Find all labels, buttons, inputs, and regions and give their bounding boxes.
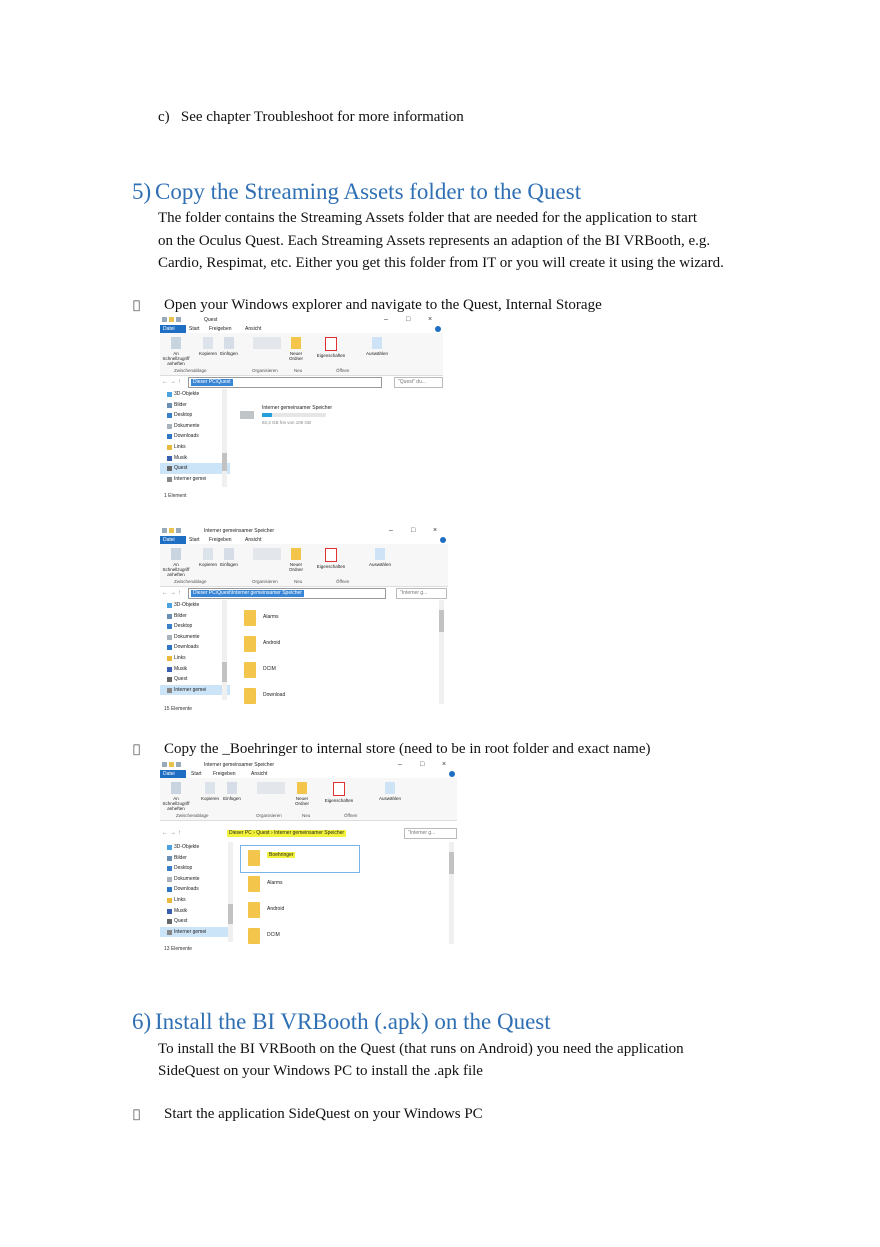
3d-objects-icon [167,603,172,608]
folder-label[interactable]: Alarms [263,614,279,620]
bullet-marker [133,1107,140,1121]
ribbon [160,333,443,376]
group-organize: Organisieren [252,368,278,373]
tab-view[interactable]: Ansicht [245,537,262,543]
group-new: Neu [302,813,311,818]
nav-item[interactable]: Bilder [160,853,230,864]
select-icon [385,782,395,794]
ribbon [160,544,448,587]
nav-item[interactable]: Links [160,895,230,906]
copy-icon [203,337,213,349]
pictures-icon [167,856,172,861]
close-icon[interactable]: × [442,761,447,768]
title-bar [160,526,448,536]
folder-icon [291,337,301,349]
links-icon [167,656,172,661]
scrollbar-thumb[interactable] [222,662,227,682]
desktop-icon [167,624,172,629]
navigation-pane [160,842,230,937]
device-icon [167,677,172,682]
address-bar[interactable] [188,588,386,599]
section5-title: Copy the Streaming Assets folder to the Quest [155,179,582,204]
section6-title: Install the BI VRBooth (.apk) on the Quest [155,1009,551,1034]
new-folder-button[interactable]: Neuer Ordner [284,548,308,572]
tab-file[interactable]: Datei [160,325,186,333]
nav-item[interactable]: 3D-Objekte [160,600,230,611]
quick-access-toolbar[interactable] [162,528,198,534]
status-bar: 15 Elemente [164,706,193,712]
pin-button[interactable]: An Schnellzugriff anheften [162,782,190,811]
folder-label[interactable]: Android [263,640,281,646]
section5-number: 5) [132,179,152,204]
properties-icon [333,782,345,796]
group-open: Öffnen [336,368,350,373]
select-button[interactable]: Auswählen [365,337,389,356]
address-path: Dieser PC › Quest › Interner gemeinsamer Speicher [229,830,345,836]
storage-icon [167,930,172,935]
group-clipboard: Zwischenablage [176,813,209,818]
organize-buttons[interactable] [252,337,282,351]
group-organize: Organisieren [256,813,282,818]
select-button[interactable]: Auswählen [368,548,392,567]
new-folder-button[interactable]: Neuer Ordner [284,337,308,361]
section5-bullet1: Open your Windows explorer and navigate to the Quest, Internal Storage [164,297,602,313]
minimize-icon[interactable]: – [384,316,388,323]
copy-button[interactable]: Kopieren [198,548,218,567]
address-bar[interactable] [188,377,382,388]
nav-scrollbar[interactable] [222,600,227,700]
documents-icon [167,877,172,882]
nav-arrows-icon[interactable]: ←→↑ [162,590,183,596]
nav-scrollbar[interactable] [222,389,227,487]
section5-bullet2: Copy the _Boehringer to internal store (need to be in root folder and exact name) [164,741,651,757]
folder-label[interactable]: DCIM [263,666,276,672]
tab-start[interactable]: Start [189,537,200,543]
title-bar [160,315,443,325]
move-delete-icon [257,782,285,794]
folder-label[interactable]: DCIM [267,932,280,938]
nav-item[interactable]: Musik [160,664,230,675]
maximize-icon[interactable]: □ [406,316,411,323]
window-title: Interner gemeinsamer Speicher [204,762,275,768]
nav-item-selected[interactable]: Interner gemei [160,927,230,938]
section6-number: 6) [132,1009,152,1034]
nav-scrollbar[interactable] [228,842,233,942]
group-organize: Organisieren [252,579,278,584]
scrollbar-thumb[interactable] [439,610,444,632]
drive-name: Interner gemeinsamer Speicher [262,405,333,411]
item-c: c) See chapter Troubleshoot for more information [158,109,464,125]
paste-icon [224,548,234,560]
paste-icon [224,337,234,349]
help-icon[interactable] [435,326,441,332]
maximize-icon[interactable]: □ [411,527,416,534]
content-scrollbar[interactable] [449,842,454,944]
address-path: Dieser PC\Quest\Interner gemeinsamer Speicher [193,590,302,596]
quick-access-toolbar[interactable] [162,762,198,768]
music-icon [167,667,172,672]
navigation-pane [160,600,230,695]
tab-view[interactable]: Ansicht [245,326,262,332]
nav-item[interactable]: Desktop [160,621,230,632]
paste-button[interactable]: Einfügen [221,782,243,801]
group-open: Öffnen [336,579,350,584]
documents-icon [167,635,172,640]
tab-start[interactable]: Start [191,771,202,777]
group-new: Neu [294,368,303,373]
properties-button[interactable]: Eigenschaften [316,548,346,569]
bullet-marker [133,742,140,756]
section5-para-line1: The folder contains the Streaming Assets folder that are needed for the application to start [158,210,697,226]
nav-item-selected[interactable]: Quest [160,463,230,474]
pin-button[interactable]: An Schnellzugriff anheften [162,548,190,577]
organize-buttons[interactable] [256,782,286,796]
nav-item[interactable]: Desktop [160,863,230,874]
minimize-icon[interactable]: – [398,761,402,768]
nav-item[interactable]: Dokumente [160,632,230,643]
nav-item[interactable]: Musik [160,906,230,917]
nav-item[interactable]: Interner gemei [160,474,230,485]
window-title: Quest [204,317,218,323]
status-bar: 1 Element [164,493,187,499]
section5-para-line3: Cardio, Respimat, etc. Either you get this folder from IT or you will create it using the wizard. [158,255,724,271]
folder-icon[interactable] [248,876,260,892]
nav-item[interactable]: Bilder [160,400,230,411]
pin-icon [171,548,181,560]
downloads-icon [167,887,172,892]
explorer-window-internal-storage [160,526,448,716]
folder-icon[interactable] [244,662,256,678]
pin-icon [171,337,181,349]
address-bar-row [160,377,443,387]
storage-icon [167,688,172,693]
pin-button[interactable]: An Schnellzugriff anheften [162,337,190,366]
pictures-icon [167,614,172,619]
nav-arrows-icon[interactable]: ←→↑ [162,379,183,385]
scrollbar-thumb[interactable] [449,852,454,874]
nav-item[interactable]: 3D-Objekte [160,389,230,400]
tab-share[interactable]: Freigeben [213,771,236,777]
links-icon [167,898,172,903]
folder-icon [291,548,301,560]
tab-file[interactable]: Datei [160,770,186,778]
nav-item[interactable]: Bilder [160,611,230,622]
paste-button[interactable]: Einfügen [218,548,240,567]
bullet-marker [133,298,140,312]
folder-icon[interactable] [244,610,256,626]
group-new: Neu [294,579,303,584]
drive-item[interactable] [240,405,340,435]
documents-icon [167,424,172,429]
minimize-icon[interactable]: – [389,527,393,534]
folder-label[interactable]: Download [263,692,286,698]
select-icon [372,337,382,349]
desktop-icon [167,413,172,418]
folder-label[interactable]: Boehringer [269,852,294,858]
drive-icon [240,411,254,419]
nav-item[interactable]: Downloads [160,884,230,895]
window-title: Interner gemeinsamer Speicher [204,528,275,534]
address-bar[interactable] [224,828,396,839]
section6-bullet1: Start the application SideQuest on your Windows PC [164,1106,483,1122]
folder-icon[interactable] [244,688,256,704]
device-icon [167,466,172,471]
search-input[interactable]: "Interner g... [396,588,447,599]
folder-icon[interactable] [244,636,256,652]
group-clipboard: Zwischenablage [174,368,207,373]
group-open: Öffnen [344,813,358,818]
move-delete-icon [253,548,281,560]
3d-objects-icon [167,392,172,397]
nav-item[interactable]: Quest [160,916,230,927]
desktop-icon [167,866,172,871]
downloads-icon [167,645,172,650]
paste-icon [227,782,237,794]
nav-item[interactable]: Downloads [160,431,230,442]
search-input[interactable]: "Interner g... [404,828,457,839]
folder-icon[interactable] [248,928,260,944]
organize-buttons[interactable] [252,548,282,562]
new-folder-button[interactable]: Neuer Ordner [290,782,314,806]
select-icon [375,548,385,560]
content-scrollbar[interactable] [439,600,444,704]
address-path: Dieser PC\Quest [193,379,231,385]
copy-icon [203,548,213,560]
address-bar-row [160,588,448,598]
downloads-icon [167,434,172,439]
folder-icon[interactable] [248,902,260,918]
nav-arrows-icon[interactable]: ←→↑ [162,830,183,836]
properties-button[interactable]: Eigenschaften [316,337,346,358]
select-button[interactable]: Auswählen [378,782,402,801]
explorer-window-quest [160,315,443,505]
paste-button[interactable]: Einfügen [218,337,240,356]
close-icon[interactable]: × [428,316,433,323]
copy-button[interactable]: Kopieren [198,337,218,356]
properties-button[interactable]: Eigenschaften [324,782,354,803]
3d-objects-icon [167,845,172,850]
tab-start[interactable]: Start [189,326,200,332]
tab-file[interactable]: Datei [160,536,186,544]
tab-share[interactable]: Freigeben [209,537,232,543]
maximize-icon[interactable]: □ [420,761,425,768]
scrollbar-thumb[interactable] [222,453,227,471]
nav-item[interactable]: Dokumente [160,421,230,432]
quick-access-toolbar[interactable] [162,317,198,323]
nav-item[interactable]: Quest [160,674,230,685]
group-clipboard: Zwischenablage [174,579,207,584]
nav-item[interactable]: Links [160,653,230,664]
nav-item[interactable]: Musik [160,453,230,464]
folder-label[interactable]: Alarms [267,880,283,886]
folder-icon [297,782,307,794]
title-bar [160,760,457,770]
folder-label[interactable]: Android [267,906,285,912]
pictures-icon [167,403,172,408]
tab-view[interactable]: Ansicht [251,771,268,777]
pin-icon [171,782,181,794]
storage-icon [167,477,172,482]
nav-item[interactable]: Links [160,442,230,453]
address-bar-row [160,828,457,838]
copy-button[interactable]: Kopieren [200,782,220,801]
section6-para-line1: To install the BI VRBooth on the Quest (that runs on Android) you need the application [158,1041,684,1057]
links-icon [167,445,172,450]
ribbon [160,778,457,821]
help-icon[interactable] [449,771,455,777]
section6-para-line2: SideQuest on your Windows PC to install the .apk file [158,1063,483,1079]
nav-item[interactable]: Downloads [160,642,230,653]
tab-share[interactable]: Freigeben [209,326,232,332]
nav-item[interactable]: Desktop [160,410,230,421]
device-icon [167,919,172,924]
close-icon[interactable]: × [433,527,438,534]
properties-icon [325,548,337,562]
explorer-window-boehringer [160,760,457,957]
status-bar: 13 Elemente [164,946,193,952]
copy-icon [205,782,215,794]
drive-free: 92,4 GB frei von 109 GB [262,420,312,425]
navigation-pane [160,389,230,484]
scrollbar-thumb[interactable] [228,904,233,924]
folder-icon[interactable] [248,850,260,866]
music-icon [167,456,172,461]
drive-usage-fill [262,413,272,417]
properties-icon [325,337,337,351]
drive-usage-bar [262,413,326,417]
search-input[interactable]: "Quest" du... [394,377,443,388]
section5-para-line2: on the Oculus Quest. Each Streaming Assets represents an adaption of the BI VRBooth, e.g. [158,233,711,249]
move-delete-icon [253,337,281,349]
help-icon[interactable] [440,537,446,543]
nav-item-selected[interactable]: Interner gemei [160,685,230,696]
music-icon [167,909,172,914]
nav-item[interactable]: 3D-Objekte [160,842,230,853]
nav-item[interactable]: Dokumente [160,874,230,885]
